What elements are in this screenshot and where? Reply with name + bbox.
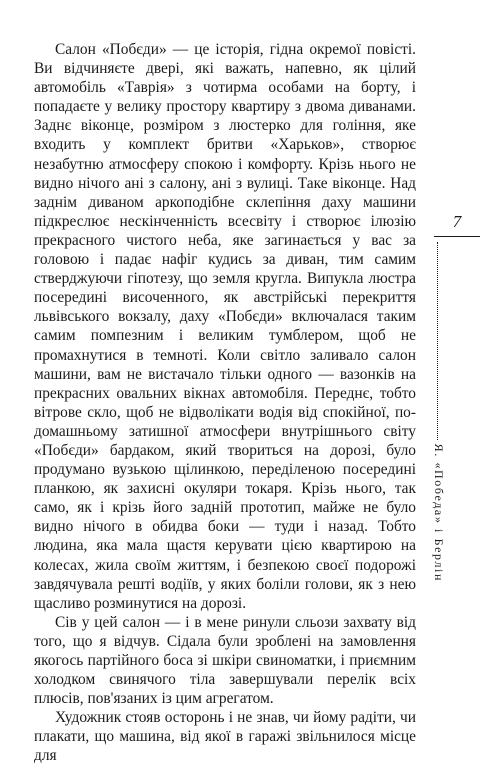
running-head-title: Я. «Победа» і Берлін <box>432 443 447 582</box>
paragraph: Салон «Побєди» — це історія, гідна окремої повісті. Ви відчиняєте двері, які важать, напевно, як цілий автомобіль «Таврія» з чотирма особами на борту, і попадаєте у велику простору квартиру з двома диванами. Заднє віконце, розміром з люстерко для гоління, яке входить у комплект бритви «Харьков», створює незабутню атмосферу спокою і комфорту. Крізь нього не видно нічого ані з салону, ані з вулиці. Таке віконце. Над заднім диваном аркоподібне склепіння даху машини підкреслює нескінченність всесвіту і створює ілюзію прекрасного чистого неба, яке загинається у вас за головою і падає нафіг кудись за диван, тим самим стверджуючи гіпотезу, що земля кругла. Випукла люстра посередині височенного, як австрійські перекриття львівського вокзалу, даху «Побєди» включалася таким самим помпезним і великим тумблером, щоб не промахнутися в темноті. Коли світло заливало салон машини, вам не вистачало тільки одного — вазонків на прекрасних овальних вікнах автомобіля. Переднє, тобто вітрове скло, щоб не відволікати водія від спокійної, по-домашньому затишної атмосфери внутрішнього світу «Побєди» бардаком, який твориться на дорозі, було продумано вузькою щілинкою, переділеною посередині планкою, як захисні окуляри токаря. Крізь нього, так само, як і крізь його задній прототип, майже не було видно нічого в обидва боки — туди і назад. Тобто людина, яка мала щастя керувати цією квартирою на колесах, жила своїм життям, і безпекою своєї подорожі завдячувала решті водіїв, у яких боліли голови, як з нею щасливо розминутися на дорозі. <box>34 41 416 612</box>
page-number-rule <box>434 236 480 237</box>
page-number: 7 <box>452 212 462 231</box>
page-body <box>34 40 416 766</box>
running-head-dotted-leader <box>437 242 438 440</box>
running-head <box>428 242 450 582</box>
paragraph: Сів у цей салон — і в мене ринули сльози захвату від того, що я відчув. Сідала були зроблені на замовлення якогось партійного боса зі шкіри свиноматки, і приємним холодком свинячого тіла завершували перелік всіх плюсів, пов'язаних із цим агрегатом. <box>34 613 416 708</box>
running-head-margin <box>428 242 450 582</box>
paragraph: Художник стояв осторонь і не знав, чи йому радіти, чи плакати, що машина, від якої в гаражі звільнилося місце для <box>34 709 416 765</box>
